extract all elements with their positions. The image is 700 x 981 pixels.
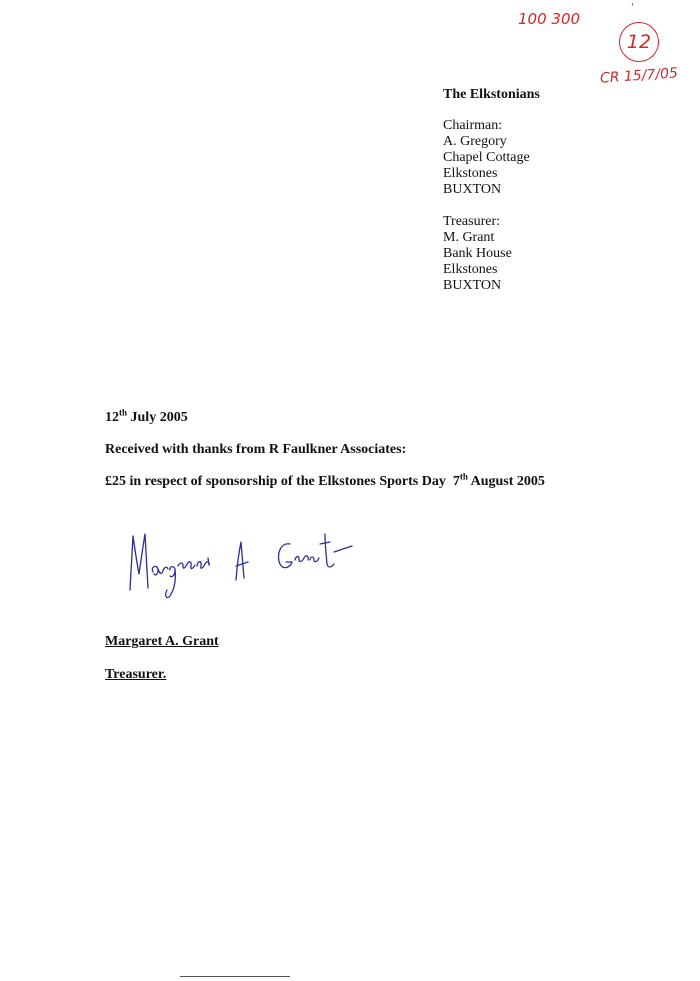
treasurer-address-block: [443, 214, 512, 294]
treasurer-village: Elkstones: [443, 262, 498, 277]
signatory-name: Margaret A. Grant: [105, 634, 219, 649]
received-line: Received with thanks from R Faulkner Associates:: [105, 442, 407, 457]
tick-mark-note: ': [631, 2, 634, 13]
chairman-role: Chairman:: [443, 118, 503, 133]
treasurer-role: Treasurer:: [443, 214, 501, 229]
bottom-rule: [180, 976, 290, 977]
date-rest: July 2005: [130, 410, 188, 425]
chairman-name: A. Gregory: [443, 134, 507, 149]
date-suffix: th: [119, 407, 128, 418]
signatory-title: Treasurer.: [105, 667, 167, 682]
event-suffix: th: [459, 471, 468, 482]
treasurer-town: BUXTON: [443, 278, 502, 293]
letter-date: [105, 407, 188, 426]
chairman-village: Elkstones: [443, 166, 498, 181]
treasurer-name: M. Grant: [443, 230, 495, 245]
treasurer-house: Bank House: [443, 246, 512, 261]
reference-number-note: 100 300: [518, 10, 581, 28]
circled-number-stamp: [619, 22, 659, 62]
initials-date-note: CR 15/7/05: [599, 65, 679, 87]
sponsorship-line: [105, 471, 545, 490]
chairman-town: BUXTON: [443, 182, 502, 197]
sponsorship-text: £25 in respect of sponsorship of the Elkstones Sports Day: [105, 474, 446, 489]
date-day: 12: [105, 410, 119, 425]
event-rest: August 2005: [470, 474, 545, 489]
handwritten-signature: [120, 522, 360, 602]
organisation-name: The Elkstonians: [443, 87, 540, 102]
circled-number: 12: [626, 31, 652, 53]
chairman-address-block: [443, 118, 530, 198]
chairman-house: Chapel Cottage: [443, 150, 530, 165]
event-day: 7: [452, 474, 460, 489]
